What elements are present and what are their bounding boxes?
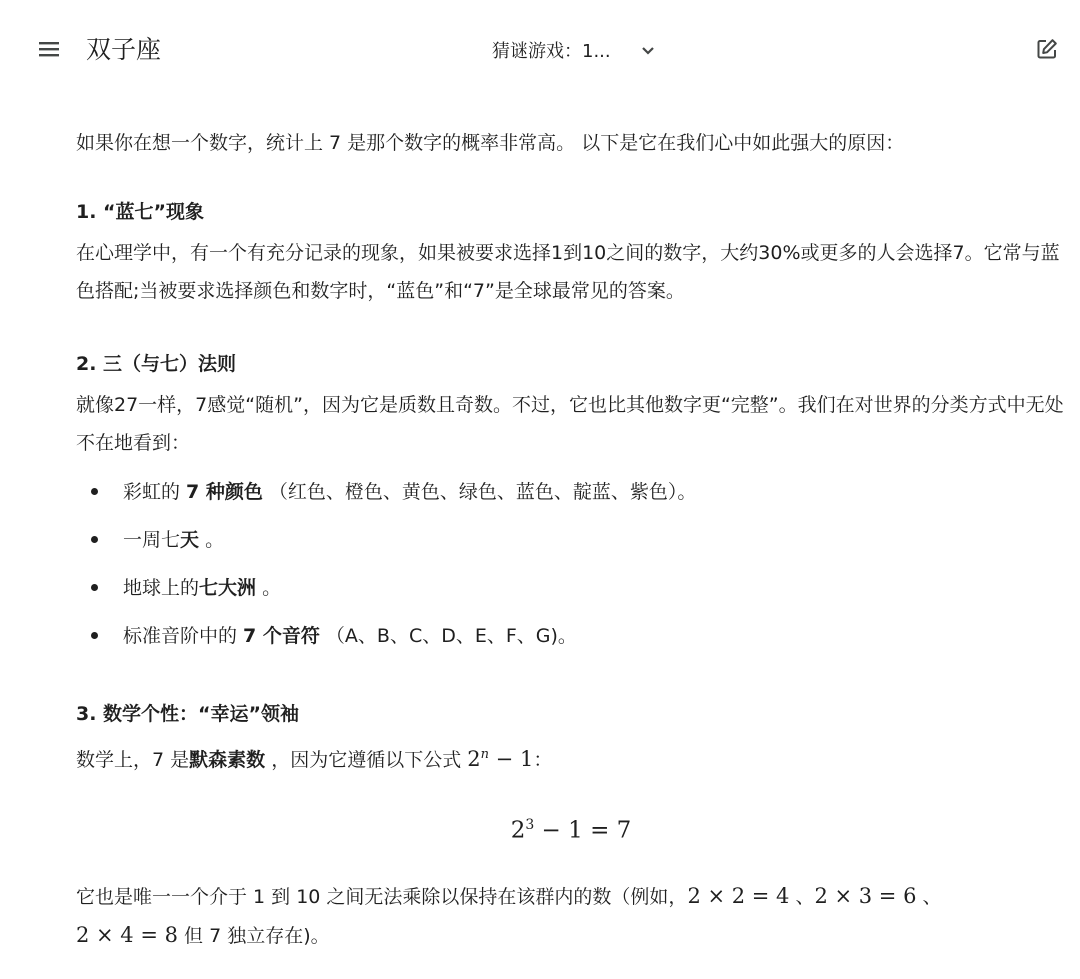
section-body: 在心理学中，有一个有充分记录的现象，如果被要求选择1到10之间的数字，大约30%或更多的人会选择7。它常与蓝色搭配;当被要求选择颜色和数字时，“蓝色”和“7”是全球最常见的答案。 bbox=[76, 242, 1060, 302]
list-item: 标准音阶中的 7 个音符 （A、B、C、D、E、F、G)。 bbox=[76, 612, 1066, 660]
section-body: 就像27一样，7感觉“随机”，因为它是质数且奇数。不过，它也比其他数字更“完整”。我们在对世界的分类方式中无处不在地看到： bbox=[76, 394, 1064, 454]
chat-title-label: 猜谜游戏：1... bbox=[492, 41, 611, 62]
list-item: 彩虹的 7 种颜色 （红色、橙色、黄色、绿色、蓝色、靛蓝、紫色）。 bbox=[76, 468, 1066, 516]
section-heading: 2. 三（与七）法则 bbox=[76, 353, 237, 375]
response-content bbox=[76, 124, 1066, 955]
top-bar bbox=[0, 0, 1080, 100]
bullet-list bbox=[76, 468, 1066, 660]
chat-title-dropdown[interactable] bbox=[492, 36, 655, 64]
section-body: 数学上，7 是默森素数 ，因为它遵循以下公式 $2^n - 1$： bbox=[76, 747, 553, 771]
bullet-dot bbox=[91, 488, 98, 495]
bullet-dot bbox=[91, 584, 98, 591]
intro-paragraph: 如果你在想一个数字，统计上 7 是那个数字的概率非常高。 以下是它在我们心中如此强大的原因： bbox=[76, 132, 905, 154]
inline-formula: $2^n - 1$ bbox=[467, 747, 534, 771]
section-blue-seven bbox=[76, 194, 1066, 310]
section-rule-of-three bbox=[76, 346, 1066, 660]
display-formula: $2^3 - 1 = 7$ bbox=[510, 817, 632, 844]
edit-square-icon[interactable] bbox=[1034, 36, 1060, 62]
chevron-down-icon bbox=[641, 40, 655, 61]
section-heading: 1. “蓝七”现象 bbox=[76, 201, 205, 223]
section-math-personality bbox=[76, 696, 1066, 955]
section-heading: 3. 数学个性：“幸运”领袖 bbox=[76, 703, 300, 725]
bullet-dot bbox=[91, 536, 98, 543]
list-item: 地球上的七大洲 。 bbox=[76, 564, 1066, 612]
bullet-dot bbox=[91, 632, 98, 639]
list-item: 一周七天 。 bbox=[76, 516, 1066, 564]
hamburger-menu-icon[interactable] bbox=[36, 36, 62, 62]
app-title: 双子座 bbox=[86, 35, 162, 64]
section-body: 它也是唯一一个介于 1 到 10 之间无法乘除以保持在该群内的数（例如，2 × 2 = 4 、2 × 3 = 6 、 2 × 4 = 8 但 7 独立存在)。 bbox=[76, 883, 942, 947]
